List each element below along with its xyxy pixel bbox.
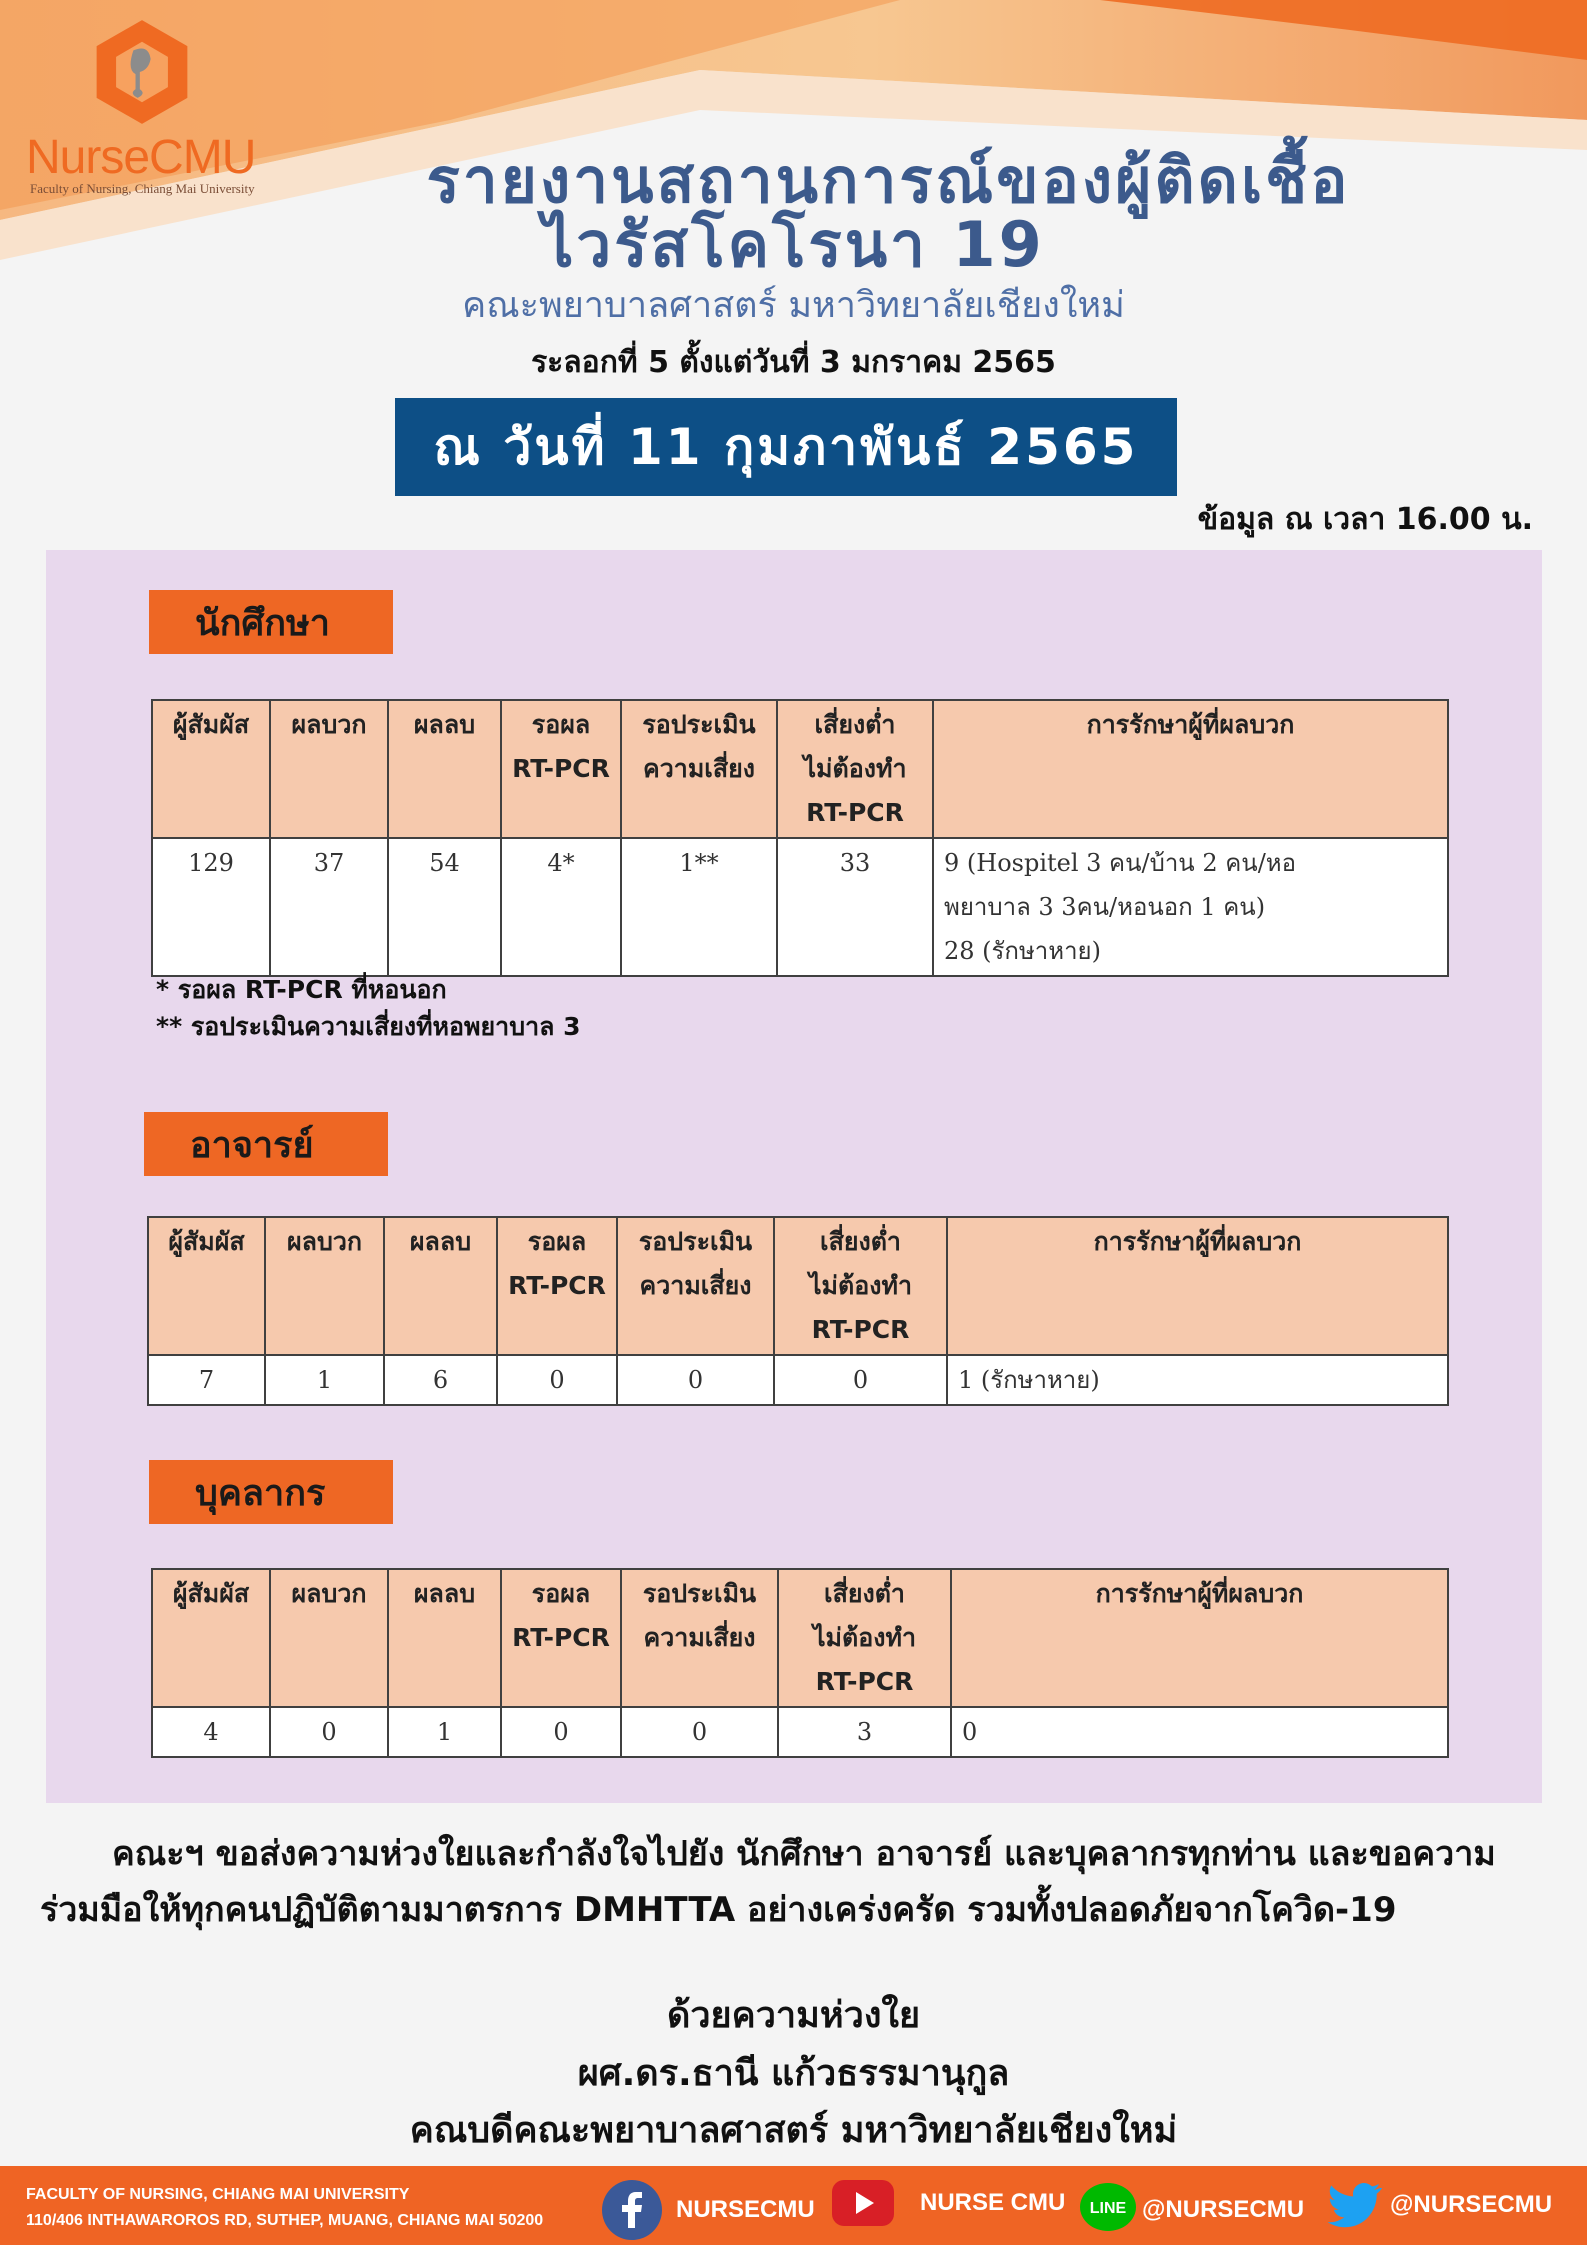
col-positive: ผลบวก [265, 1217, 384, 1355]
col-contacts: ผู้สัมผัส [148, 1217, 265, 1355]
line-icon [1078, 2180, 1138, 2240]
col-negative: ผลลบ [384, 1217, 497, 1355]
col-awaiting-assessment: รอประเมิน ความเสี่ยง [621, 700, 777, 838]
cell-contacts: 4 [152, 1707, 270, 1757]
table-row [148, 1355, 1448, 1405]
signature-name: ผศ.ดร.ธานี แก้วธรรมานุกูล [577, 2053, 1010, 2094]
col-treatment: การรักษาผู้ที่ผลบวก [947, 1217, 1448, 1355]
cell-awaiting-rtpcr: 0 [497, 1355, 617, 1405]
cell-positive: 1 [265, 1355, 384, 1405]
footer-address-line2: 110/406 INTHAWAROROS RD, SUTHEP, MUANG, CHIANG MAI 50200 [26, 2212, 544, 2229]
col-treatment: การรักษาผู้ที่ผลบวก [951, 1569, 1448, 1707]
col-low-risk: เสี่ยงต่ำ ไม่ต้องทำ RT-PCR [778, 1569, 951, 1707]
staff-table [151, 1568, 1449, 1758]
cell-awaiting-assessment: 1** [621, 838, 777, 976]
cell-negative: 54 [388, 838, 501, 976]
twitter-link[interactable] [1326, 2180, 1552, 2230]
report-panel [46, 550, 1542, 1803]
cell-contacts: 129 [152, 838, 270, 976]
col-treatment: การรักษาผู้ที่ผลบวก [933, 700, 1448, 838]
col-positive: ผลบวก [270, 700, 388, 838]
line-icon-text: LINE [1089, 2200, 1127, 2217]
table-row [152, 838, 1448, 976]
cell-positive: 37 [270, 838, 388, 976]
youtube-handle: NURSE CMU [920, 2189, 1066, 2216]
section-label-staff: บุคลากร [149, 1460, 393, 1524]
youtube-link[interactable] [832, 2180, 1065, 2226]
cell-low-risk: 0 [774, 1355, 947, 1405]
youtube-icon [832, 2180, 894, 2226]
cell-contacts: 7 [148, 1355, 265, 1405]
footnote-assessment: ** รอประเมินความเสี่ยงที่หอพยาบาล 3 [156, 1012, 581, 1041]
col-low-risk: เสี่ยงต่ำ ไม่ต้องทำ RT-PCR [777, 700, 933, 838]
col-awaiting-rtpcr: รอผล RT-PCR [497, 1217, 617, 1355]
line-handle: @NURSECMU [1142, 2196, 1305, 2223]
cell-awaiting-assessment: 0 [621, 1707, 778, 1757]
logo-subtitle: Faculty of Nursing, Chiang Mai University [30, 181, 255, 196]
message-line1: คณะฯ ขอส่งความห่วงใยและกำลังใจไปยัง นักศึกษา อาจารย์ และบุคลากรทุกท่าน และขอความ [112, 1834, 1496, 1874]
table-row [152, 1707, 1448, 1757]
col-contacts: ผู้สัมผัส [152, 1569, 270, 1707]
wave-info: ระลอกที่ 5 ตั้งแต่วันที่ 3 มกราคม 2565 [531, 345, 1056, 380]
footer-address-line1: FACULTY OF NURSING, CHIANG MAI UNIVERSITY [26, 2186, 410, 2203]
cell-positive: 0 [270, 1707, 388, 1757]
page-subtitle: คณะพยาบาลศาสตร์ มหาวิทยาลัยเชียงใหม่ [462, 285, 1125, 326]
section-label-teachers: อาจารย์ [144, 1112, 388, 1176]
message-line2: ร่วมมือให้ทุกคนปฏิบัติตามมาตรการ DMHTTA อย่างเคร่งครัด รวมทั้งปลอดภัยจากโควิด-19 [40, 1890, 1397, 1930]
cell-treatment: 1 (รักษาหาย) [947, 1355, 1448, 1405]
line-link[interactable] [1078, 2180, 1304, 2240]
cell-awaiting-rtpcr: 4* [501, 838, 621, 976]
col-negative: ผลลบ [388, 1569, 501, 1707]
cell-negative: 6 [384, 1355, 497, 1405]
cell-treatment: 9 (Hospitel 3 คน/บ้าน 2 คน/หอ พยาบาล 3 3คน/หอนอก 1 คน) 28 (รักษาหาย) [933, 838, 1448, 976]
signature-position: คณบดีคณะพยาบาลศาสตร์ มหาวิทยาลัยเชียงใหม่ [409, 2110, 1178, 2151]
report-date: ณ วันที่ 11 กุมภาพันธ์ 2565 [433, 417, 1139, 476]
nursecmu-logo-icon [88, 18, 196, 126]
table-header-row [148, 1217, 1448, 1355]
logo-wordmark: NurseCMU [26, 131, 256, 184]
section-label-students: นักศึกษา [149, 590, 393, 654]
cell-negative: 1 [388, 1707, 501, 1757]
teachers-table [147, 1216, 1449, 1406]
data-time: ข้อมูล ณ เวลา 16.00 น. [1197, 502, 1533, 537]
report-date-banner [395, 398, 1177, 496]
cell-awaiting-assessment: 0 [617, 1355, 774, 1405]
facebook-handle: NURSECMU [676, 2196, 815, 2223]
col-awaiting-assessment: รอประเมิน ความเสี่ยง [621, 1569, 778, 1707]
facebook-link[interactable] [602, 2180, 815, 2240]
table-header-row [152, 700, 1448, 838]
col-low-risk: เสี่ยงต่ำ ไม่ต้องทำ RT-PCR [774, 1217, 947, 1355]
students-table [151, 699, 1449, 977]
col-awaiting-assessment: รอประเมิน ความเสี่ยง [617, 1217, 774, 1355]
footer-address [26, 2182, 543, 2234]
col-positive: ผลบวก [270, 1569, 388, 1707]
cell-awaiting-rtpcr: 0 [501, 1707, 621, 1757]
cell-low-risk: 3 [778, 1707, 951, 1757]
twitter-icon [1326, 2180, 1382, 2230]
signature-closing: ด้วยความห่วงใย [666, 1995, 921, 2036]
twitter-handle: @NURSECMU [1390, 2191, 1553, 2218]
table-header-row [152, 1569, 1448, 1707]
footnote-rtpcr: * รอผล RT-PCR ที่หอนอก [156, 975, 447, 1004]
page-title-line2: ไวรัสโคโรนา 19 [542, 208, 1045, 281]
col-awaiting-rtpcr: รอผล RT-PCR [501, 1569, 621, 1707]
col-awaiting-rtpcr: รอผล RT-PCR [501, 700, 621, 838]
page-title-line1: รายงานสถานการณ์ของผู้ติดเชื้อ [426, 144, 1351, 217]
cell-treatment: 0 [951, 1707, 1448, 1757]
facebook-icon [602, 2180, 662, 2240]
col-contacts: ผู้สัมผัส [152, 700, 270, 838]
message-paragraph [40, 1826, 1550, 1938]
col-negative: ผลลบ [388, 700, 501, 838]
footer [0, 2166, 1587, 2245]
cell-low-risk: 33 [777, 838, 933, 976]
